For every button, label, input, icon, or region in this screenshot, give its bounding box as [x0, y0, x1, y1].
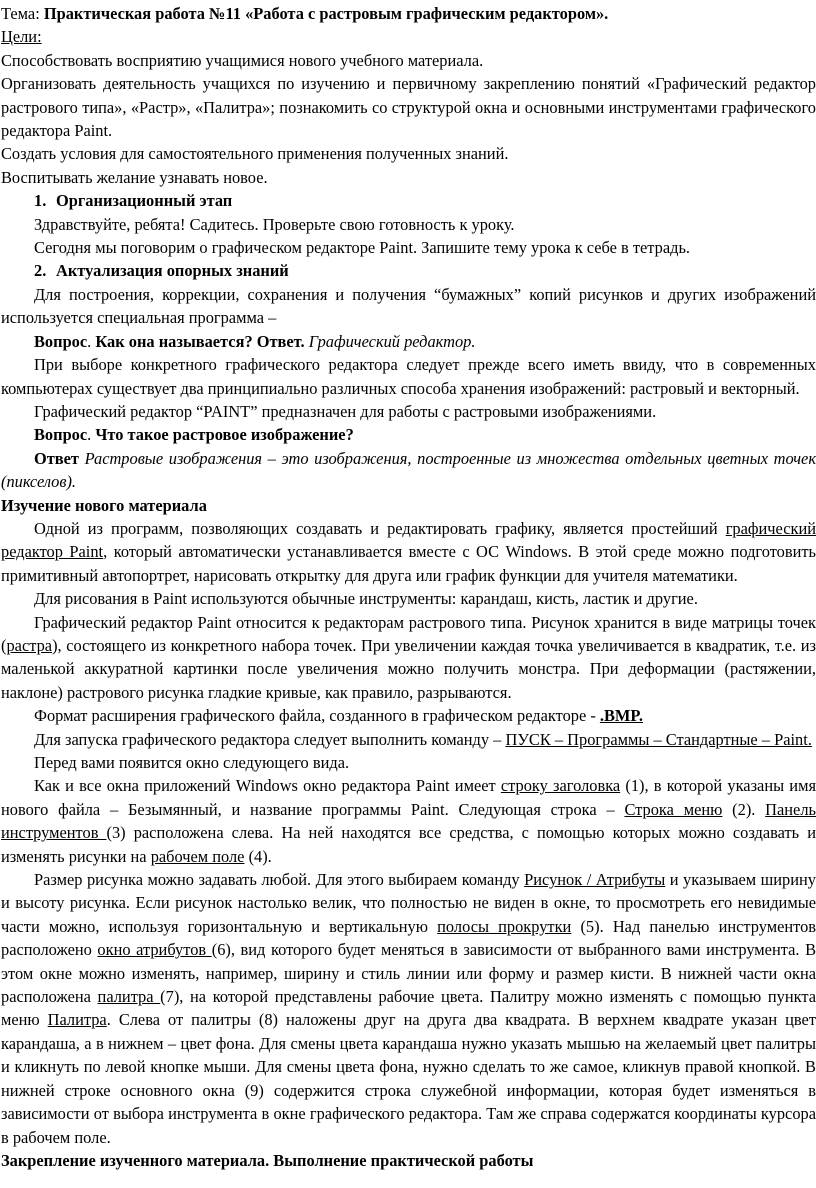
new-material-paragraph: Перед вами появится окно следующего вида.	[34, 753, 350, 772]
stage2-paragraph: Графический редактор “PAINT” предназначен для работы с растровыми изображениями.	[34, 401, 657, 421]
answer-text: Графический редактор.	[304, 331, 476, 351]
topic-line	[1, 2, 816, 25]
stage2-paragraph: При выборе конкретного графического редактора следует прежде всего иметь ввиду, что в современных компьютерах существует два принципиально различных способа хранения изображений: растровый и векторный.	[1, 355, 816, 398]
stage1-paragraph: Здравствуйте, ребята! Садитесь. Проверьте свою готовность к уроку.	[34, 214, 515, 234]
toolbar-term: Панель инструментов	[1, 799, 816, 843]
topic-label: Тема:	[1, 4, 44, 23]
menu-bar-term: Строка меню	[624, 799, 723, 819]
question-answer-1: Вопрос. Как она называется? Ответ. Графический редактор.	[34, 331, 476, 351]
launch-command: ПУСК – Программы – Стандартные – Paint.	[505, 729, 812, 749]
attributes-window-term: окно атрибутов	[97, 940, 212, 960]
answer-label: Ответ	[34, 448, 79, 468]
question-text: Как она называется?	[95, 331, 253, 351]
stage2-paragraph: Для построения, коррекции, сохранения и получения “бумажных” копий рисунков и других изображений используется специальная программа –	[1, 284, 816, 328]
answer-label: Ответ.	[252, 331, 305, 351]
stage2-heading	[1, 259, 816, 282]
stage1-heading	[1, 189, 816, 212]
stage1-title: Организационный этап	[56, 191, 233, 211]
stage2-number: 2.	[34, 261, 47, 281]
new-material-paragraph: Для запуска графического редактора следует выполнить команду – ПУСК – Программы – Стандартные – Paint.	[34, 729, 812, 749]
new-material-paragraph: Формат расширения графического файла, созданного в графическом редакторе - .BMP.	[34, 706, 643, 726]
attributes-command-term: Рисунок / Атрибуты	[524, 870, 666, 890]
picture-size-paragraph: Размер рисунка можно задавать любой. Для этого выбираем команду Рисунок / Атрибуты и указываем ширину и высоту рисунка. Если рисунок настолько велик, что полностью не виден в окне, то просмотреть его невидимые части можно, используя горизонтальную и вертикальную полосы прокрутки (5). Над панелью инструментов расположено окно атрибутов (6), вид которого будет меняться в зависимости от выбранного вами инструмента. В этом окне можно изменять, например, ширину и стиль линии или форму и размер кисти. В нижней части окна расположена палитра (7), на которой представлены рабочие цвета. Палитру можно изменять с помощью пункта меню Палитра. Слева от палитры (8) наложены друг на друга два квадрата. В верхнем квадрате указан цвет карандаша, а в нижнем – цвет фона. Для смены цвета карандаша нужно указать мышью на желаемый цвет палитры и кликнуть по левой кнопке мыши. Для смены цвета фона, нужно сделать то же самое, кликнув правой кнопкой. В нижней строке основного окна (9) содержится строка служебной информации, которая будет изменяться в зависимости от выбора инструмента в окне графического редактора. Там же справа содержатся координаты курсора в рабочем поле.	[1, 870, 816, 1147]
palette-menu-term: Палитра	[47, 1010, 107, 1030]
work-area-term: рабочем поле	[150, 846, 245, 866]
paint-link: графический редактор Paint	[1, 518, 816, 562]
goal-item: Воспитывать желание узнавать новое.	[1, 167, 268, 187]
goal-item: Создать условия для самостоятельного применения полученных знаний.	[1, 144, 509, 164]
new-material-heading: Изучение нового материала	[1, 495, 207, 515]
question-2: Вопрос. Что такое растровое изображение?	[34, 425, 354, 445]
goal-item: Способствовать восприятию учащимися нового учебного материала.	[1, 50, 484, 70]
stage2-title: Актуализация опорных знаний	[56, 261, 289, 281]
stage1-number: 1.	[34, 191, 47, 211]
new-material-paragraph: Для рисования в Paint используются обычные инструменты: карандаш, кисть, ластик и другие.	[34, 589, 698, 609]
topic-title: Практическая работа №11 «Работа с растровым графическим редактором».	[43, 4, 609, 23]
question-text: Что такое растровое изображение?	[95, 425, 354, 445]
window-structure-paragraph: Как и все окна приложений Windows окно редактора Paint имеет строку заголовка (1), в которой указаны имя нового файла – Безымянный, и название программы Paint. Следующая строка – Строка меню (2). Панель инструментов (3) расположена слева. На ней находятся все средства, с помощью которых можно создавать и изменять рисунки на рабочем поле (4).	[1, 776, 816, 866]
title-bar-term: строку заголовка	[500, 776, 621, 796]
new-material-paragraph: Одной из программ, позволяющих создавать и редактировать графику, является простейший графический редактор Paint, который автоматически устанавливается вместе с ОС Windows. В этой среде можно подготовить примитивный автопортрет, нарисовать открытку для друга или график функции для учителя математики.	[1, 518, 816, 585]
palette-term: палитра	[97, 987, 161, 1007]
stage1-paragraph: Сегодня мы поговорим о графическом редакторе Paint. Запишите тему урока к себе в тетрадь.	[34, 238, 691, 258]
question-label: Вопрос	[34, 425, 88, 445]
bmp-extension: .BMP.	[599, 706, 643, 726]
answer-2	[1, 447, 816, 494]
new-material-paragraph: Графический редактор Paint относится к редакторам растрового типа. Рисунок хранится в виде матрицы точек (растра), состоящего из конкретного набора точек. При увеличении каждая точка увеличивается в квадратик, т.е. из маленькой аккуратной картинки после увеличения можно получить монстра. При деформации (растяжении, наклоне) растрового рисунка гладкие кривые, как правило, разрываются.	[1, 612, 816, 702]
goals-label: Цели:	[1, 27, 42, 47]
raster-link: растра	[6, 635, 53, 655]
answer-text: Растровые изображения – это изображения, построенные из множества отдельных цветных точек (пикселов).	[1, 448, 816, 492]
practice-heading: Закрепление изученного материала. Выполнение практической работы	[1, 1150, 534, 1170]
question-label: Вопрос	[34, 331, 88, 351]
goal-item: Организовать деятельность учащихся по изучению и первичному закреплению понятий «Графический редактор растрового типа», «Растр», «Палитра»; познакомить со структурой окна и основными инструментами графического редактора Paint.	[1, 74, 816, 141]
scrollbars-term: полосы прокрутки	[437, 916, 572, 936]
